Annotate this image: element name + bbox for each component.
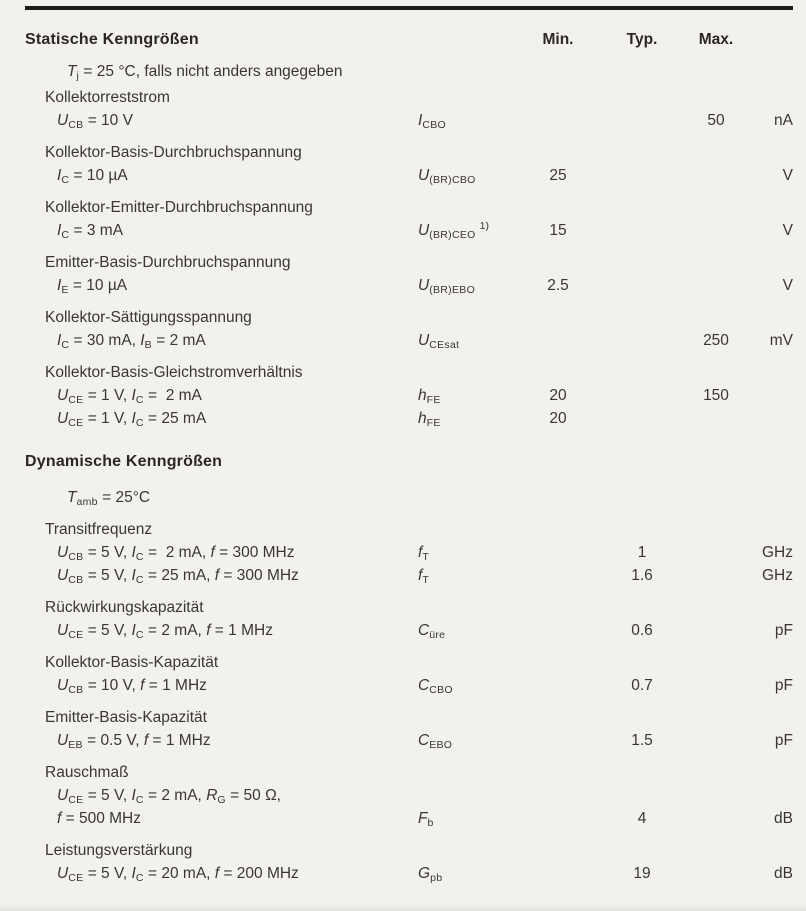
section-dynamic: [25, 450, 793, 885]
parameter-symbol: $h_{FE}$: [418, 410, 441, 429]
min-value: 2.5: [547, 277, 569, 294]
test-condition: $U_{CE} = 5$ V, $I_C = 20$ mA, f = 200 MHz: [57, 865, 299, 884]
parameter-name: Kollektor-Sättigungsspannung: [45, 309, 252, 326]
min-value: 20: [549, 387, 567, 404]
parameter-value-row: [25, 219, 793, 242]
test-condition: $U_{EB} = 0.5$ V, f = 1 MHz: [57, 732, 211, 751]
parameter-name: Transitfrequenz: [45, 521, 153, 538]
parameter-group: [25, 141, 793, 187]
parameter-symbol: $f_T$: [418, 567, 430, 586]
parameter-name: Kollektor-Basis-Kapazität: [45, 654, 219, 671]
parameter-name: Kollektor-Basis-Gleichstromverhältnis: [45, 364, 303, 381]
parameter-name-row: [25, 306, 793, 329]
max-value: 150: [703, 387, 729, 404]
test-condition: $I_C = 30$ mA, $I_B = 2$ mA: [57, 332, 206, 351]
parameter-value-row: [25, 164, 793, 187]
test-condition: $U_{CB} = 5$ V, $I_C = 2$ mA, f = 300 MHz: [57, 544, 295, 563]
table-header-row: [25, 28, 793, 51]
column-header-typ: Typ.: [626, 31, 658, 48]
parameter-value-row: [25, 807, 793, 830]
parameter-symbol: $C_{CBO}$: [418, 677, 453, 696]
unit-label: V: [782, 277, 793, 294]
parameter-name: Kollektorreststrom: [45, 89, 170, 106]
parameter-name-row: [25, 706, 793, 729]
section-title-dynamic: Dynamische Kenngrößen: [25, 453, 223, 470]
parameter-group: [25, 706, 793, 752]
parameter-value-row: [25, 407, 793, 430]
parameter-group: [25, 361, 793, 430]
static-parameters: [25, 86, 793, 430]
typ-value: 1.6: [631, 567, 653, 584]
unit-label: V: [782, 222, 793, 239]
parameter-name-row: [25, 86, 793, 109]
parameter-value-row: [25, 674, 793, 697]
parameter-name: Rückwirkungskapazität: [45, 599, 204, 616]
unit-label: mV: [769, 332, 793, 349]
parameter-symbol: $C_{EBO}$: [418, 732, 453, 751]
test-condition: $U_{CE} = 5$ V, $I_C = 2$ mA, f = 1 MHz: [57, 622, 273, 641]
section-title-dynamic-row: [25, 450, 793, 473]
test-condition: $U_{CE} = 1$ V, $I_C = 2$ mA: [57, 387, 202, 406]
min-value: 25: [549, 167, 567, 184]
test-condition: $U_{CE} = 5$ V, $I_C = 2$ mA, $R_G = 50$ Ω,: [57, 787, 281, 806]
section-title-static: Statische Kenngrößen: [25, 31, 199, 48]
parameter-group: [25, 839, 793, 885]
parameter-value-row: [25, 274, 793, 297]
parameter-name-row: [25, 596, 793, 619]
unit-label: pF: [774, 732, 793, 749]
test-condition: $I_C = 3$ mA: [57, 222, 124, 241]
unit-label: pF: [774, 622, 793, 639]
min-value: 15: [549, 222, 567, 239]
parameter-value-row: [25, 109, 793, 132]
unit-label: dB: [774, 810, 793, 827]
parameter-symbol: $G_{pb}$: [418, 865, 443, 884]
parameter-group: [25, 196, 793, 242]
parameter-value-row: [25, 564, 793, 587]
max-value: 50: [707, 112, 725, 129]
test-condition: $I_C = 10$ µA: [57, 167, 128, 186]
test-condition: $I_E = 10$ µA: [57, 277, 128, 296]
parameter-group: [25, 251, 793, 297]
parameter-name-row: [25, 518, 793, 541]
parameter-name-row: [25, 251, 793, 274]
parameter-name: Leistungsverstärkung: [45, 842, 193, 859]
top-horizontal-rule: [25, 6, 793, 10]
section-note-dynamic: $T_{amb} = 25^\circ C$: [67, 489, 151, 508]
dynamic-parameters: [25, 518, 793, 885]
typ-value: 19: [633, 865, 651, 882]
parameter-name-row: [25, 196, 793, 219]
parameter-name-row: [25, 361, 793, 384]
test-condition: $U_{CB} = 5$ V, $I_C = 25$ mA, f = 300 MHz: [57, 567, 299, 586]
unit-label: V: [782, 167, 793, 184]
unit-label: GHz: [762, 544, 793, 561]
typ-value: 1.5: [631, 732, 653, 749]
parameter-group: [25, 596, 793, 642]
parameter-group: [25, 651, 793, 697]
parameter-name-row: [25, 761, 793, 784]
page-bottom-edge: [0, 903, 806, 911]
parameter-name: Emitter-Basis-Kapazität: [45, 709, 207, 726]
parameter-symbol: $f_T$: [418, 544, 430, 563]
parameter-name-row: [25, 141, 793, 164]
min-value: 20: [549, 410, 567, 427]
parameter-value-row: [25, 862, 793, 885]
parameter-name: Rauschmaß: [45, 764, 129, 781]
parameter-value-row: [25, 619, 793, 642]
typ-value: 4: [637, 810, 647, 827]
test-condition: $U_{CB} = 10$ V: [57, 112, 133, 131]
parameter-value-row: [25, 384, 793, 407]
parameter-symbol: $F_b$: [418, 810, 434, 829]
unit-label: nA: [774, 112, 793, 129]
test-condition: $U_{CE} = 1$ V, $I_C = 25$ mA: [57, 410, 207, 429]
section-note-static: $T_j = 25$ °C, falls nicht anders angegeben: [67, 63, 343, 82]
parameter-group: [25, 306, 793, 352]
parameter-symbol: $U_{(BR)CEO}^{1)}$: [418, 220, 489, 241]
parameter-symbol: $U_{(BR)EBO}$: [418, 277, 476, 296]
max-value: 250: [703, 332, 729, 349]
parameter-value-row: [25, 784, 793, 807]
typ-value: 0.6: [631, 622, 653, 639]
parameter-symbol: $h_{FE}$: [418, 387, 441, 406]
test-condition: $U_{CB} = 10$ V, f = 1 MHz: [57, 677, 207, 696]
parameter-group: [25, 86, 793, 132]
parameter-symbol: $I_{CBO}$: [418, 112, 446, 131]
characteristics-table: [25, 28, 793, 894]
parameter-group: [25, 518, 793, 587]
typ-value: 1: [637, 544, 647, 561]
parameter-name-row: [25, 651, 793, 674]
test-condition: f = 500 MHz: [57, 810, 141, 827]
unit-label: dB: [774, 865, 793, 882]
unit-label: pF: [774, 677, 793, 694]
parameter-value-row: [25, 329, 793, 352]
parameter-name: Kollektor-Basis-Durchbruchspannung: [45, 144, 302, 161]
parameter-name: Kollektor-Emitter-Durchbruchspannung: [45, 199, 313, 216]
parameter-symbol: $C_{üre}$: [418, 622, 446, 641]
parameter-symbol: $U_{(BR)CBO}$: [418, 167, 476, 186]
typ-value: 0.7: [631, 677, 653, 694]
parameter-group: [25, 761, 793, 830]
parameter-symbol: $U_{CEsat}$: [418, 332, 460, 351]
parameter-name-row: [25, 839, 793, 862]
parameter-value-row: [25, 729, 793, 752]
parameter-value-row: [25, 541, 793, 564]
column-header-min: Min.: [542, 31, 574, 48]
column-header-max: Max.: [698, 31, 734, 48]
unit-label: GHz: [762, 567, 793, 584]
parameter-name: Emitter-Basis-Durchbruchspannung: [45, 254, 291, 271]
